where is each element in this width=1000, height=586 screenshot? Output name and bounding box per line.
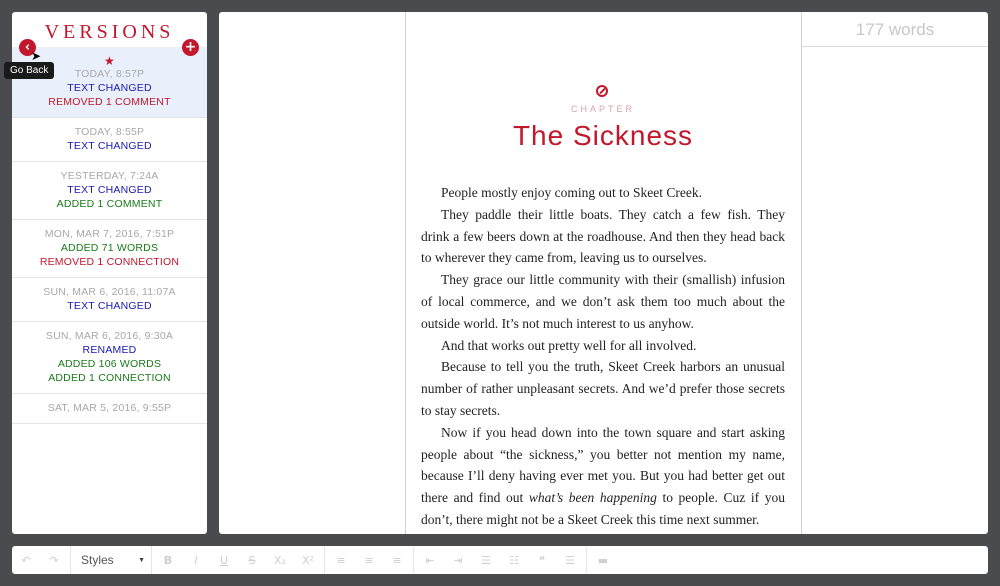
version-change: TEXT CHANGED [67,140,152,152]
toolbar-divider [151,546,152,574]
version-list [12,48,207,424]
paragraph[interactable]: Because to tell you the truth, Skeet Creek harbors an unusual number of rather unpleasant secrets. And we’d prefer those secrets to stay secrets. [421,359,785,418]
paragraph[interactable]: And that works out pretty well for all involved. [441,337,697,353]
undo-icon[interactable]: ↶ [21,553,31,567]
version-change: TEXT CHANGED [67,184,152,196]
version-item[interactable] [12,278,207,322]
go-back-tooltip: Go Back [4,62,54,79]
go-back-button[interactable]: ‹ [19,39,36,56]
paragraph[interactable]: People mostly enjoy coming out to Skeet Creek. [441,185,702,200]
chevron-down-icon: ▼ [138,556,145,564]
italic-icon[interactable]: I [194,553,198,567]
version-item[interactable] [12,220,207,278]
paragraph-text: to people. Cuz if you don’t, there might not be a Skeet Creek this time next summer. [421,490,785,527]
outdent-icon[interactable]: ⇤ [425,553,435,567]
bullet-list-icon[interactable]: ☰ [481,553,491,567]
word-count-box [802,12,988,47]
horizontal-rule-icon[interactable]: ☰ [565,553,575,567]
comment-icon[interactable]: ▬ [597,553,609,567]
version-item[interactable] [12,48,207,118]
version-change: REMOVED 1 COMMENT [48,96,171,108]
mouse-cursor-icon: ➤ [31,49,42,63]
align-left-icon[interactable]: ≡ [336,553,346,567]
version-date: SUN, MAR 6, 2016, 11:07A [43,286,176,298]
chapter-icon [596,85,608,97]
strikethrough-icon[interactable]: S [248,553,256,567]
subscript-icon[interactable]: X₂ [274,553,286,567]
align-center-icon[interactable]: ≡ [364,553,374,567]
version-date: TODAY, 8:55P [74,126,145,138]
word-count: 177 words [855,20,935,39]
paragraph[interactable]: They paddle their little boats. They catch a few fish. They drink a few beers down at the roadhouse. And then they head back to wherever they came from, leaving us to ourselves. [421,206,785,266]
version-date: SUN, MAR 6, 2016, 9:30A [45,330,174,342]
version-change: ADDED 1 COMMENT [56,198,163,210]
toolbar-divider [413,546,414,574]
bold-icon[interactable]: B [163,553,173,567]
version-change: ADDED 71 WORDS [60,242,159,254]
numbered-list-icon[interactable]: ☷ [509,553,519,567]
version-item[interactable] [12,394,207,424]
toolbar-divider [324,546,325,574]
paragraph-text: Now if you head down into the town square and start asking people about “the sickness,” you better not mention my name, because I’ll deny having ever met you. But you had better get out there and find out [421,424,785,506]
current-version-star-icon: ★ [104,54,115,68]
paragraph[interactable]: They grace our little community with their (smallish) infusion of local commerce, and we don’t ask them too much about the outside world. It’s not much interest to us anyhow. [421,272,785,331]
styles-label: Styles [81,553,114,567]
redo-icon[interactable]: ↷ [49,553,59,567]
version-date: YESTERDAY, 7:24A [60,170,159,182]
version-date: TODAY, 8:57P [74,68,145,80]
editor-pane[interactable] [219,12,988,534]
version-change: ADDED 106 WORDS [57,358,162,370]
formatting-toolbar [12,546,988,574]
paragraph[interactable] [421,422,785,531]
underline-icon[interactable]: U [219,553,229,567]
version-date: SAT, MAR 5, 2016, 9:55P [47,402,172,414]
indent-icon[interactable]: ⇥ [453,553,463,567]
version-item[interactable] [12,322,207,394]
versions-header [12,12,207,48]
version-item[interactable] [12,118,207,162]
version-change: ADDED 1 CONNECTION [48,372,171,384]
styles-dropdown[interactable] [73,553,149,567]
version-change: TEXT CHANGED [67,300,152,312]
quote-icon[interactable]: ❝ [539,553,545,567]
superscript-icon[interactable]: X² [302,553,314,567]
chapter-label: CHAPTER [570,104,635,114]
align-right-icon[interactable]: ≡ [392,553,402,567]
paragraph-italic-text: what’s been happening [528,490,657,506]
chapter-title[interactable]: The Sickness [512,120,694,151]
version-date: MON, MAR 7, 2016, 7:51P [44,228,175,240]
version-change: REMOVED 1 CONNECTION [39,256,180,268]
version-change: RENAMED [82,344,137,356]
toolbar-divider [586,546,587,574]
page-margin-left [405,12,406,534]
version-item[interactable] [12,162,207,220]
add-version-button[interactable]: + [182,39,199,56]
chapter-body[interactable] [421,182,785,531]
versions-title: VERSIONS [44,21,175,43]
versions-panel [12,12,207,534]
version-change: TEXT CHANGED [67,82,152,94]
toolbar-divider [70,546,71,574]
page-margin-right [801,12,802,534]
